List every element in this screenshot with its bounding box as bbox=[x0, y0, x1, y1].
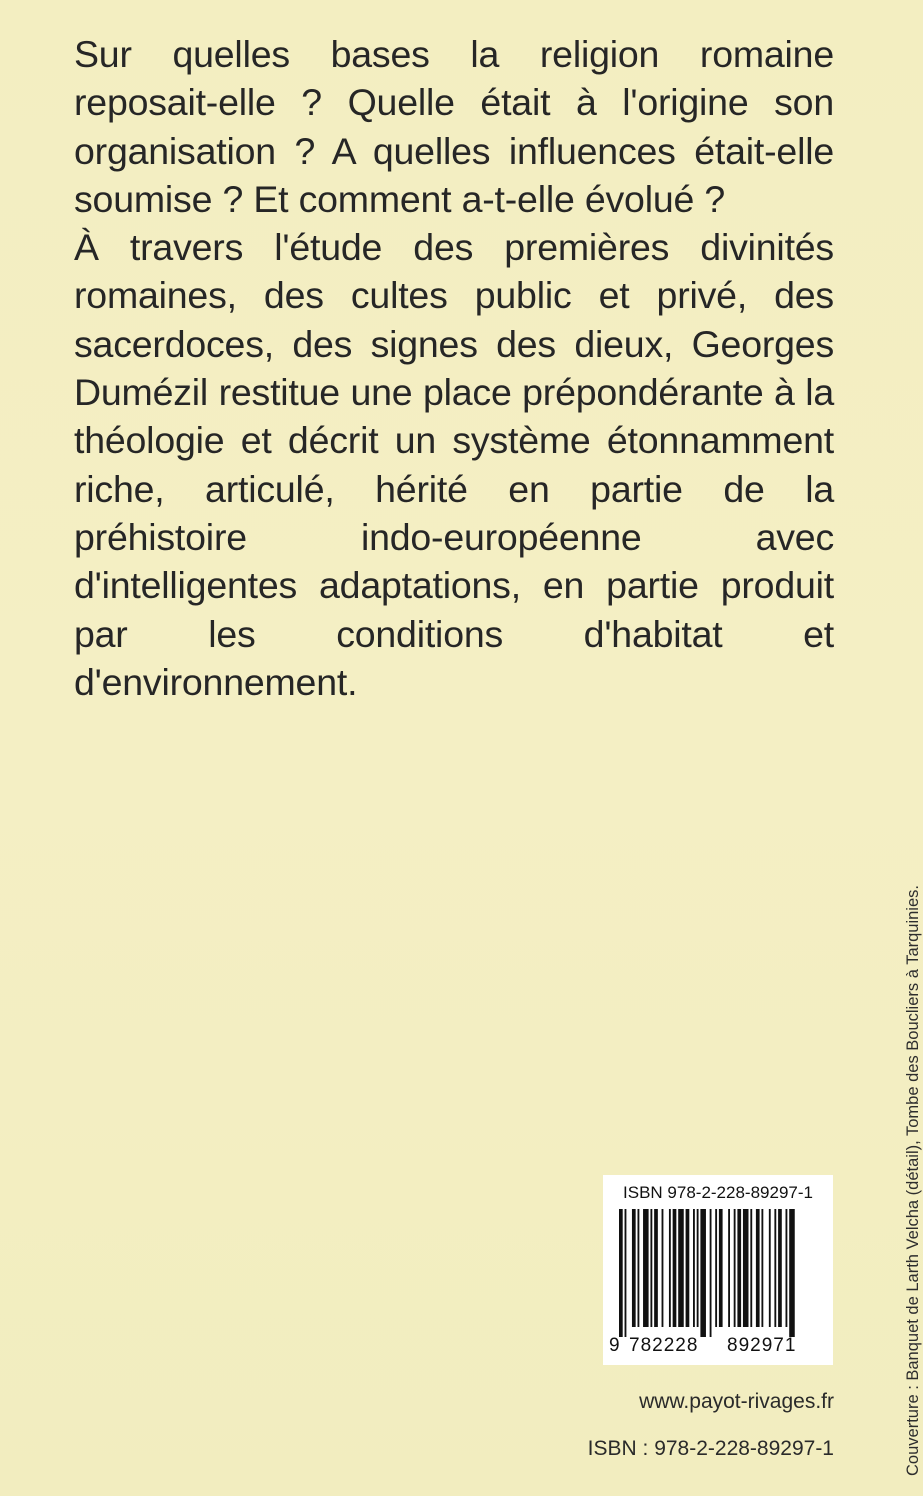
barcode-bar bbox=[693, 1209, 695, 1327]
barcode-bar bbox=[737, 1209, 741, 1327]
barcode-bars bbox=[609, 1209, 827, 1337]
barcode-bar bbox=[678, 1209, 684, 1327]
cover-illustration-credit: Couverture : Banquet de Larth Velcha (détail), Tombe des Boucliers à Tarquinies. bbox=[904, 885, 922, 1476]
barcode-bar bbox=[778, 1209, 782, 1327]
barcode-bar bbox=[697, 1209, 699, 1327]
barcode-bar bbox=[625, 1209, 627, 1337]
barcode-bar bbox=[774, 1209, 776, 1327]
barcode-bar bbox=[756, 1209, 760, 1327]
barcode-bar bbox=[786, 1209, 788, 1327]
barcode-bar bbox=[662, 1209, 664, 1327]
barcode-bar bbox=[769, 1209, 771, 1327]
barcode-bar bbox=[700, 1209, 706, 1337]
barcode-bar bbox=[734, 1209, 736, 1327]
barcode-isbn-label: ISBN 978-2-228-89297-1 bbox=[623, 1183, 813, 1202]
barcode-bar bbox=[715, 1209, 717, 1327]
barcode-bar bbox=[638, 1209, 640, 1327]
barcode-bar bbox=[710, 1209, 712, 1337]
barcode-bar bbox=[619, 1209, 623, 1337]
barcode-digits-left: 782228 bbox=[629, 1335, 699, 1356]
barcode-block bbox=[603, 1175, 833, 1365]
isbn-bottom: ISBN : 978-2-228-89297-1 bbox=[587, 1437, 834, 1460]
barcode-bar bbox=[654, 1209, 658, 1327]
blurb-paragraph-1: Sur quelles bases la religion romaine reposait-elle ? Quelle était à l'origine son organisation ? A quelles influences était-elle soumise ? Et comment a-t-elle évolué ? bbox=[74, 33, 834, 220]
barcode-bar bbox=[669, 1209, 671, 1327]
back-cover-blurb bbox=[74, 30, 834, 706]
barcode-bar bbox=[750, 1209, 752, 1327]
barcode-bar bbox=[673, 1209, 677, 1327]
barcode-bar bbox=[761, 1209, 763, 1327]
barcode-bar bbox=[686, 1209, 690, 1327]
barcode-bar bbox=[643, 1209, 649, 1327]
barcode-bar bbox=[632, 1209, 636, 1327]
barcode-bar bbox=[650, 1209, 652, 1327]
publisher-url: www.payot-rivages.fr bbox=[639, 1390, 834, 1413]
blurb-paragraph-2: À travers l'étude des premières divinités romaines, des cultes public et privé, des sacerdoces, des signes des dieux, Georges Dumézil restitue une place prépondérante à la théologie et décrit un système étonnamment riche, articulé, hérité en partie de la préhistoire indo-européenne avec d'intelligentes adaptations, en partie produit par les conditions d'habitat et d'environnement. bbox=[74, 226, 834, 703]
barcode-bar bbox=[743, 1209, 749, 1327]
barcode-bar bbox=[728, 1209, 730, 1327]
barcode-bar bbox=[789, 1209, 795, 1337]
barcode-digits-right: 892971 bbox=[727, 1335, 797, 1356]
barcode-digit-first: 9 bbox=[609, 1335, 621, 1356]
barcode-bar bbox=[719, 1209, 723, 1327]
